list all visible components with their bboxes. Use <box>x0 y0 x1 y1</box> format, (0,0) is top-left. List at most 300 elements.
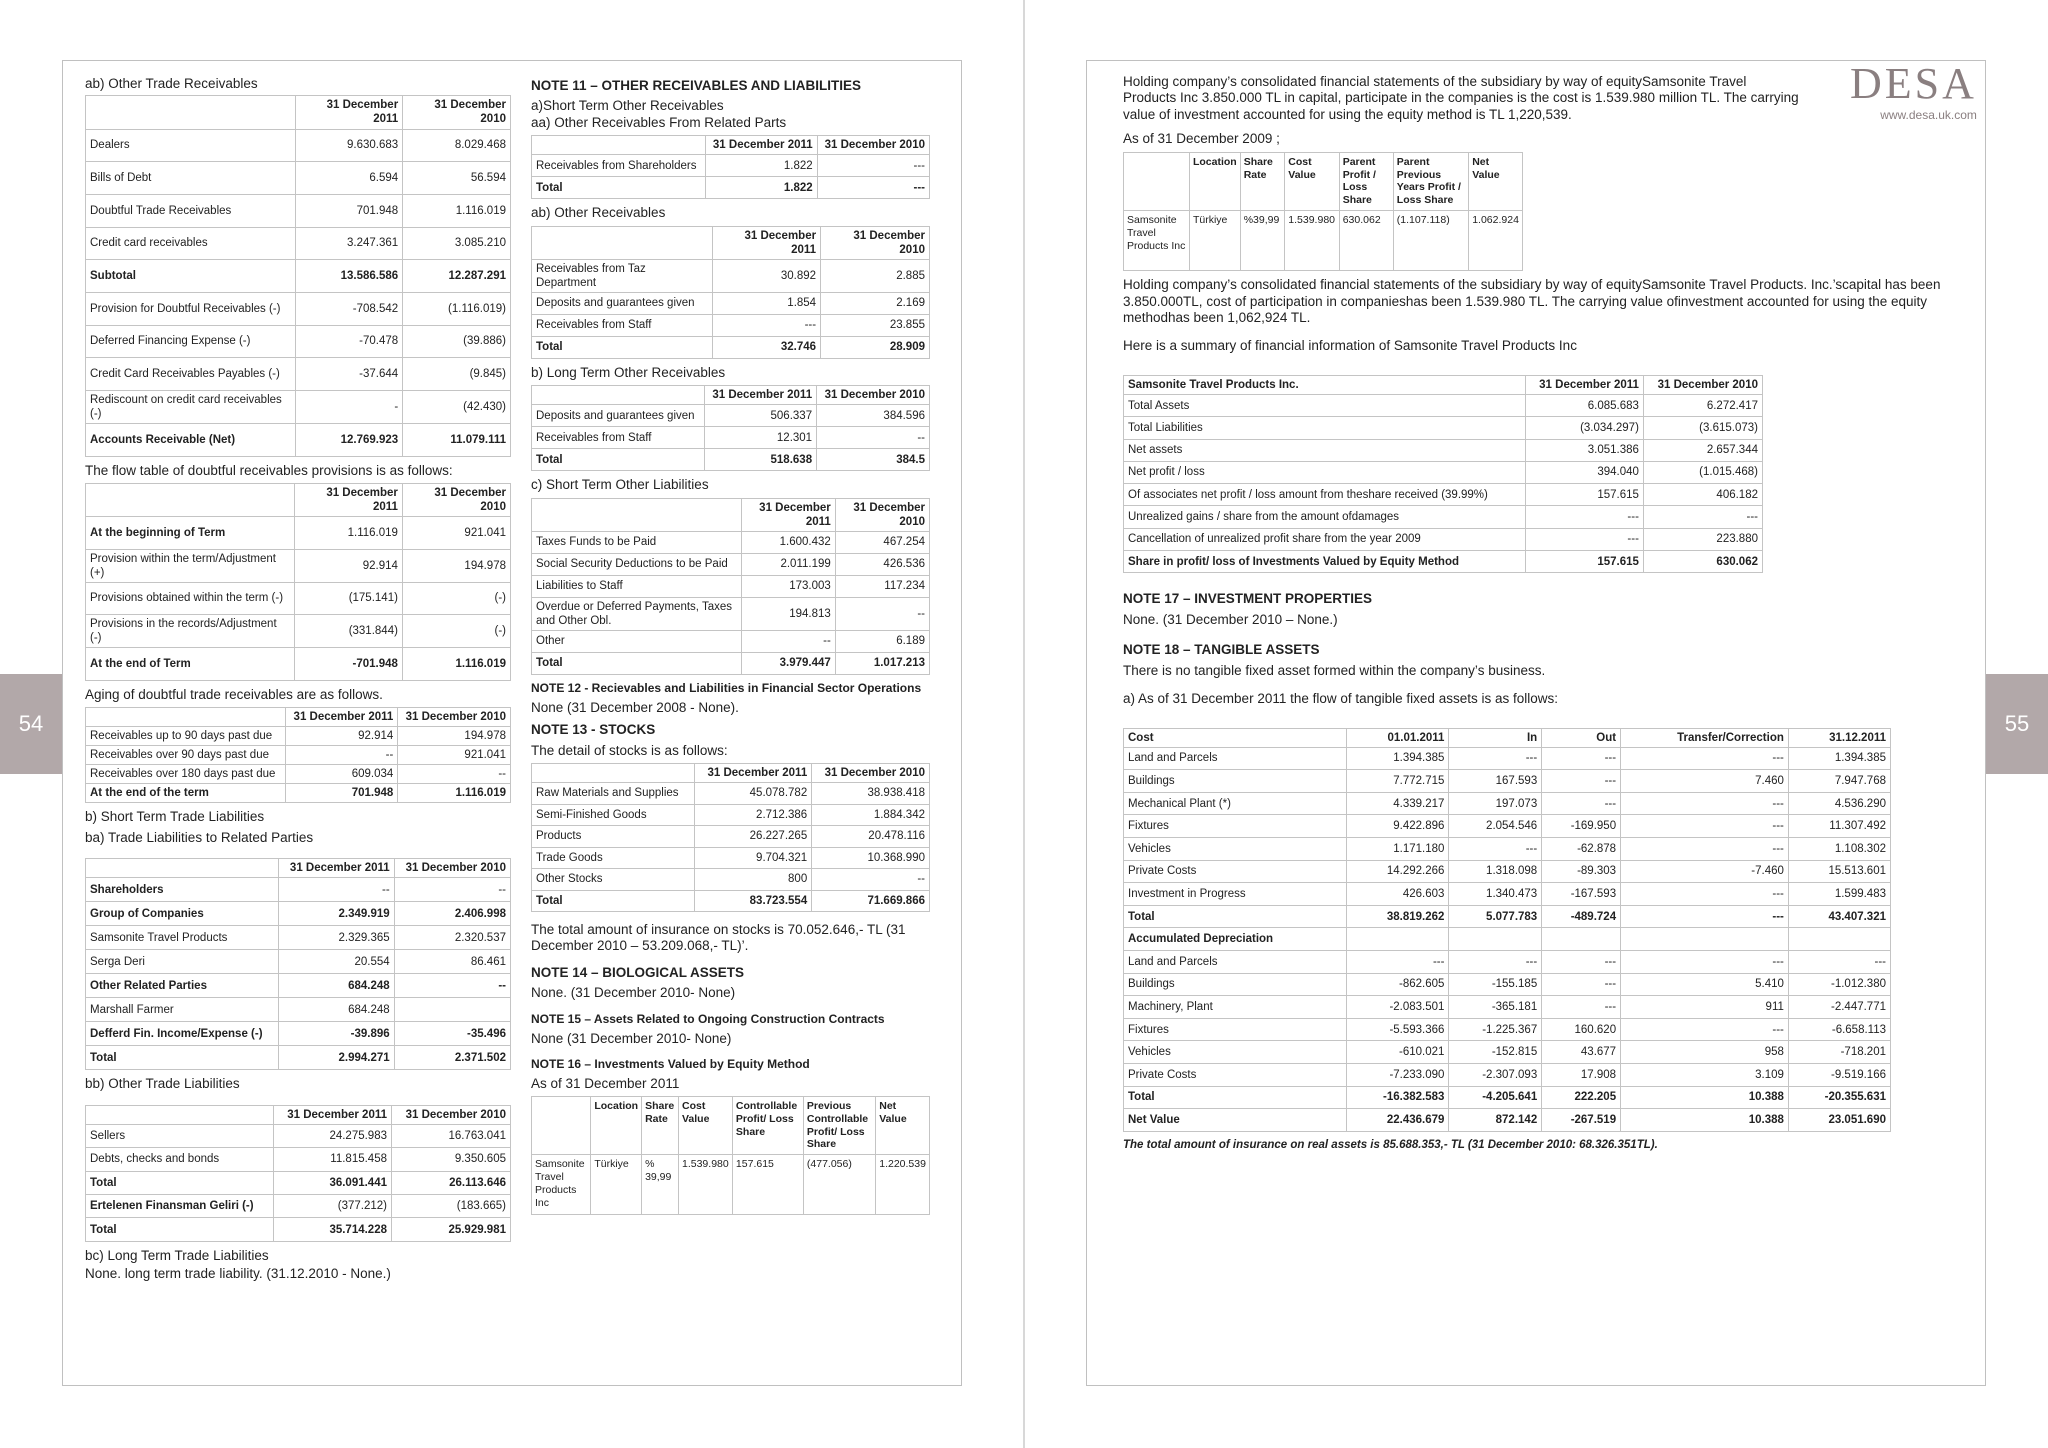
value-2011: 1.600.432 <box>742 531 836 553</box>
column-header: Net Value <box>1469 152 1523 210</box>
value-2010: (-) <box>402 615 510 648</box>
value-2011: --- <box>1525 528 1643 550</box>
value-2011: 32.746 <box>712 336 820 358</box>
column-header: Location <box>1189 152 1240 210</box>
table-cell <box>1449 928 1542 951</box>
column-header: Previous Controllable Profit/ Loss Share <box>803 1097 875 1155</box>
value-2010: --- <box>817 155 929 177</box>
value-2011: - <box>296 391 403 424</box>
table-cell: --- <box>1449 747 1542 770</box>
row-label: Raw Materials and Supplies <box>532 783 695 805</box>
table-cell: 1.599.483 <box>1788 883 1890 906</box>
value-2011: 24.275.983 <box>273 1124 391 1147</box>
table-cell: --- <box>1449 838 1542 861</box>
table-cell: 23.051.690 <box>1788 1109 1890 1132</box>
table-cell: 10.388 <box>1621 1086 1789 1109</box>
page-number-right: 55 <box>1986 674 2048 774</box>
table-cell: -9.519.166 <box>1788 1064 1890 1087</box>
value-2011: (175.141) <box>295 582 402 615</box>
value-2011: --- <box>1525 506 1643 528</box>
table-cell: 1.318.098 <box>1449 860 1542 883</box>
column-header: Cost Value <box>679 1097 733 1155</box>
row-label: Receivables over 180 days past due <box>86 765 286 784</box>
row-label: Receivables over 90 days past due <box>86 746 286 765</box>
table-row <box>86 227 511 260</box>
table-cell: 14.292.266 <box>1347 860 1449 883</box>
value-2011: -70.478 <box>296 325 403 358</box>
row-label: Provisions in the records/Adjustment (-) <box>86 615 295 648</box>
row-label: Shareholders <box>86 878 279 902</box>
table-cell: % 39,99 <box>642 1155 679 1215</box>
table-cell: 958 <box>1621 1041 1789 1064</box>
table-cell: --- <box>1542 973 1621 996</box>
table-row <box>86 1218 511 1241</box>
value-2010: 467.254 <box>835 531 929 553</box>
row-label: Total <box>86 1218 274 1241</box>
column-header: Cost <box>1124 728 1347 747</box>
table-cell: -7.460 <box>1621 860 1789 883</box>
value-2011: 6.085.683 <box>1525 394 1643 416</box>
note-heading: NOTE 13 - STOCKS <box>531 722 656 738</box>
value-2010: --- <box>1643 506 1762 528</box>
table-row <box>86 260 511 293</box>
table-row <box>532 259 930 292</box>
table-tangible-assets <box>1123 728 1891 1132</box>
table-row <box>86 129 511 162</box>
table-other-receivables: 31 December 2011 31 December 2010 Receivables from Taz Department 30.892 2.885 Deposits and guarantees given 1.854 2.169 Receivables from Staff --- 23.855 Total 32.746 28.909 <box>531 226 930 359</box>
value-2010: 26.113.646 <box>392 1171 511 1194</box>
value-2011: 157.615 <box>1525 551 1643 573</box>
table-cell: %39,99 <box>1240 211 1285 271</box>
row-label: Deposits and guarantees given <box>532 292 713 314</box>
table-cell: --- <box>1542 747 1621 770</box>
row-label: Accounts Receivable (Net) <box>86 424 296 457</box>
table-cell: 1.062.924 <box>1469 211 1523 271</box>
table-cell: 43.407.321 <box>1788 905 1890 928</box>
value-2011: -- <box>279 878 395 902</box>
value-2010: 28.909 <box>821 336 930 358</box>
table-cell: --- <box>1542 792 1621 815</box>
table-cell: 197.073 <box>1449 792 1542 815</box>
value-2011: 12.769.923 <box>296 424 403 457</box>
table-cell: 3.109 <box>1621 1064 1789 1087</box>
value-2010: (3.615.073) <box>1643 417 1762 439</box>
table-cell: 630.062 <box>1339 211 1393 271</box>
table-row <box>532 336 930 358</box>
table-other-receivables-related: 31 December 2011 31 December 2010 Receivables from Shareholders 1.822 --- Total 1.822 --- <box>531 135 930 199</box>
note-heading: NOTE 16 – Investments Valued by Equity Method <box>531 1056 810 1071</box>
table-cell: 43.677 <box>1542 1041 1621 1064</box>
paragraph: Here is a summary of financial information of Samsonite Travel Products Inc <box>1123 338 1577 354</box>
column-header: 31.12.2011 <box>1788 728 1890 747</box>
value-2010: 223.880 <box>1643 528 1762 550</box>
table-cell: -267.519 <box>1542 1109 1621 1132</box>
table-row <box>1124 461 1763 483</box>
table-row <box>1124 815 1891 838</box>
row-label: Social Security Deductions to be Paid <box>532 553 742 575</box>
table-cell: Türkiye <box>591 1155 642 1215</box>
table-cell: -2.307.093 <box>1449 1064 1542 1087</box>
value-2010: 25.929.981 <box>392 1218 511 1241</box>
row-label: Serga Deri <box>86 950 279 974</box>
note-heading: NOTE 14 – BIOLOGICAL ASSETS <box>531 964 745 980</box>
table-cell: 872.142 <box>1449 1109 1542 1132</box>
table-cell: -152.815 <box>1449 1041 1542 1064</box>
column-header <box>532 1097 591 1155</box>
value-2011: 394.040 <box>1525 461 1643 483</box>
row-label: Taxes Funds to be Paid <box>532 531 742 553</box>
row-label: Doubtful Trade Receivables <box>86 194 296 227</box>
value-2010: -35.496 <box>394 1022 510 1046</box>
table-cell: -365.181 <box>1449 996 1542 1019</box>
table-cell <box>1621 928 1789 951</box>
table-cell: 1.394.385 <box>1788 747 1890 770</box>
row-label: Net Value <box>1124 1109 1347 1132</box>
value-2011: 684.248 <box>279 974 395 998</box>
paragraph: As of 31 December 2009 ; <box>1123 131 1280 147</box>
value-2011: 2.994.271 <box>279 1046 395 1070</box>
table-row <box>86 358 511 391</box>
value-2011: 194.813 <box>742 597 836 630</box>
table-cell: --- <box>1542 770 1621 793</box>
row-label: Land and Parcels <box>1124 747 1347 770</box>
value-2010: 3.085.210 <box>403 227 511 260</box>
row-label: Total <box>532 890 695 912</box>
table-row <box>1124 551 1763 573</box>
table-row <box>532 427 930 449</box>
table-cell: --- <box>1788 951 1890 974</box>
table-row <box>1124 506 1763 528</box>
column-header: Cost Value <box>1285 152 1339 210</box>
value-2010: 86.461 <box>394 950 510 974</box>
row-label: Provision for Doubtful Receivables (-) <box>86 292 296 325</box>
row-label: Products <box>532 826 695 848</box>
value-2011: 13.586.586 <box>296 260 403 293</box>
table-row <box>1124 1041 1891 1064</box>
value-2010: 921.041 <box>398 746 511 765</box>
row-label: Receivables from Taz Department <box>532 259 713 292</box>
value-2010: 406.182 <box>1643 484 1762 506</box>
paragraph: Holding company’s consolidated financial statements of the subsidiary by way of equitySamsonite Travel Products Inc 3.850.000 TL in capital, participate in the companies is the cost is 1.539.980 million TL. The carrying value of investment accounted for using the equity method is TL 1,220,539. <box>1123 74 1799 122</box>
row-label: Samsonite Travel Products <box>86 926 279 950</box>
table-row <box>1124 792 1891 815</box>
row-label: At the end of the term <box>86 784 286 803</box>
row-label: Rediscount on credit card receivables (-) <box>86 391 296 424</box>
row-label: Provision within the term/Adjustment (+) <box>86 549 295 582</box>
value-2010: 16.763.041 <box>392 1124 511 1147</box>
value-2010: 10.368.990 <box>812 847 930 869</box>
table-cell: --- <box>1542 951 1621 974</box>
table-row <box>532 1155 930 1215</box>
table-row <box>86 765 511 784</box>
table-cell: 7.947.768 <box>1788 770 1890 793</box>
table-cell: --- <box>1621 815 1789 838</box>
table-cell: -2.447.771 <box>1788 996 1890 1019</box>
value-2011: -- <box>286 746 398 765</box>
row-label: Group of Companies <box>86 902 279 926</box>
value-2011: 701.948 <box>296 194 403 227</box>
table-row <box>86 1148 511 1171</box>
section-heading: b) Short Term Trade Liabilities <box>85 809 265 825</box>
value-2011: 1.822 <box>706 155 818 177</box>
row-label: Receivables from Staff <box>532 314 713 336</box>
row-label: Deposits and guarantees given <box>532 405 705 427</box>
row-label: Provisions obtained within the term (-) <box>86 582 295 615</box>
table-cell: 1.394.385 <box>1347 747 1449 770</box>
row-label: Net profit / loss <box>1124 461 1526 483</box>
value-2011: (3.034.297) <box>1525 417 1643 439</box>
value-2011: 9.704.321 <box>695 847 812 869</box>
value-2011: 6.594 <box>296 162 403 195</box>
table-other-trade-liabilities: 31 December 2011 31 December 2010 Sellers 24.275.983 16.763.041 Debts, checks and bonds 11.815.458 9.350.605 Total 36.091.441 26.113.646 Ertelenen Finansman Geliri (-) (377.212) (183.665) Total 35.714.228 25.929.981 <box>85 1105 511 1242</box>
value-2011: -37.644 <box>296 358 403 391</box>
brand-wordmark: DESA <box>1850 59 1977 108</box>
table-row <box>532 575 930 597</box>
table-row <box>1124 1018 1891 1041</box>
value-2011: 701.948 <box>286 784 398 803</box>
value-2011: 1.116.019 <box>295 517 402 550</box>
section-heading: bc) Long Term Trade Liabilities <box>85 1247 269 1263</box>
value-2010: 426.536 <box>835 553 929 575</box>
table-header-row <box>1124 728 1891 747</box>
paragraph: As of 31 December 2011 <box>531 1075 680 1091</box>
row-label: Overdue or Deferred Payments, Taxes and Other Obl. <box>532 597 742 630</box>
value-2010: (-) <box>402 582 510 615</box>
value-2010: 630.062 <box>1643 551 1762 573</box>
table-cell: --- <box>1621 951 1789 974</box>
table-cell: 911 <box>1621 996 1789 1019</box>
table-row <box>86 391 511 424</box>
section-heading: c) Short Term Other Liabilities <box>531 477 709 493</box>
table-cell: --- <box>1449 951 1542 974</box>
paragraph: None. (31 December 2010 – None.) <box>1123 611 1338 627</box>
table-cell <box>1347 928 1449 951</box>
table-cell: -155.185 <box>1449 973 1542 996</box>
table-row <box>86 1124 511 1147</box>
row-label: Receivables from Shareholders <box>532 155 706 177</box>
paragraph: None (31 December 2010- None) <box>531 1030 732 1046</box>
value-2011: 2.712.386 <box>695 804 812 826</box>
value-2011: 3.247.361 <box>296 227 403 260</box>
table-row <box>1124 1086 1891 1109</box>
value-2010: -- <box>394 878 510 902</box>
table-cell <box>1542 928 1621 951</box>
table-row <box>1124 838 1891 861</box>
table-cell: -1.012.380 <box>1788 973 1890 996</box>
value-2010: -- <box>394 974 510 998</box>
value-2011: 3.051.386 <box>1525 439 1643 461</box>
left-page-column-2 <box>531 72 930 1221</box>
table-cell: 222.205 <box>1542 1086 1621 1109</box>
row-label: Total <box>532 652 742 674</box>
value-2011: --- <box>712 314 820 336</box>
value-2010: 23.855 <box>821 314 930 336</box>
value-2011: 2.329.365 <box>279 926 395 950</box>
value-2011: 2.349.919 <box>279 902 395 926</box>
table-row <box>532 553 930 575</box>
table-cell: 10.388 <box>1621 1109 1789 1132</box>
value-2010: -- <box>812 869 930 891</box>
value-2010: 1.116.019 <box>403 194 511 227</box>
table-cell: 2.054.546 <box>1449 815 1542 838</box>
table-row <box>1124 1064 1891 1087</box>
table-row <box>86 998 511 1022</box>
table-row <box>86 1022 511 1046</box>
value-2010: 1.116.019 <box>402 648 510 681</box>
table-cell: -2.083.501 <box>1347 996 1449 1019</box>
row-label: Marshall Farmer <box>86 998 279 1022</box>
table-cell: 1.539.980 <box>679 1155 733 1215</box>
value-2011: 1.854 <box>712 292 820 314</box>
table-other-trade-receivables: 31 December 2011 31 December 2010 Dealers 9.630.683 8.029.468 Bills of Debt 6.594 56.594 Doubtful Trade Receivables 701.948 1.116.019 Credit card receivables 3.247.361 3.085.210 Subtotal 13.586.586 12.287.291 Provision for Doubtful Receivables (-) -708.542 (1.116.019) Deferred Financing Expense (-) -70.478 (39.886) Credit Card Receivables Payables (-) -37.644 (9.845) Rediscount on credit card receivables (-) - (42.430) Accounts Receivable (Net) 12.769.923 11.079.111 <box>85 95 511 456</box>
row-label: Dealers <box>86 129 296 162</box>
table-cell: 1.539.980 <box>1285 211 1339 271</box>
table-cell: --- <box>1621 838 1789 861</box>
row-label: Total <box>532 449 705 471</box>
row-label: Credit card receivables <box>86 227 296 260</box>
table-cell <box>1788 928 1890 951</box>
value-2010: (9.845) <box>403 358 511 391</box>
value-2011: 11.815.458 <box>273 1148 391 1171</box>
note-heading: NOTE 11 – OTHER RECEIVABLES AND LIABILITIES <box>531 78 862 93</box>
table-equity-investment-2009 <box>1123 152 1523 271</box>
value-2010: -- <box>398 765 511 784</box>
table-row <box>86 878 511 902</box>
table-stocks: 31 December 2011 31 December 2010 Raw Materials and Supplies 45.078.782 38.938.418 Semi-Finished Goods 2.712.386 1.884.342 Products 26.227.265 20.478.116 Trade Goods 9.704.321 10.368.990 Other Stocks 800 -- Total 83.723.554 71.669.866 <box>531 763 930 912</box>
note-heading: NOTE 17 – INVESTMENT PROPERTIES <box>1123 591 1373 607</box>
table-row <box>86 1046 511 1070</box>
row-label: At the end of Term <box>86 648 295 681</box>
value-2011: 1.822 <box>706 177 818 199</box>
table-cell: -1.225.367 <box>1449 1018 1542 1041</box>
row-label: Buildings <box>1124 973 1347 996</box>
table-cell: -862.605 <box>1347 973 1449 996</box>
value-2010: 2.657.344 <box>1643 439 1762 461</box>
value-2010: 2.885 <box>821 259 930 292</box>
table-row <box>1124 417 1763 439</box>
table-cell: 7.772.715 <box>1347 770 1449 793</box>
table-cell: -4.205.641 <box>1449 1086 1542 1109</box>
row-label: At the beginning of Term <box>86 517 295 550</box>
value-2010: 20.478.116 <box>812 826 930 848</box>
row-label: Debts, checks and bonds <box>86 1148 274 1171</box>
table-samsonite-summary: Samsonite Travel Products Inc. 31 December 2011 31 December 2010 Total Assets 6.085.683 6.272.417 Total Liabilities (3.034.297) (3.615.073) Net assets 3.051.386 2.657.344 Net profit / loss 394.040 (1.015.468) Of associates net profit / loss amount from theshare received (39.99%) 157.615 406.182 Unrealized gains / share from the amount ofdamages --- --- Cancellation of unrealized profit share from the year 2009 --- 223.880 Share in profit/ loss of Investments Valued by Equity Method 157.615 630.062 <box>1123 375 1763 573</box>
table-cell: -7.233.090 <box>1347 1064 1449 1087</box>
table-cell: --- <box>1621 1018 1789 1041</box>
table-cell: 1.220.539 <box>876 1155 930 1215</box>
table-cell: 38.819.262 <box>1347 905 1449 928</box>
table-cell: 5.077.783 <box>1449 905 1542 928</box>
table-cell: 9.422.896 <box>1347 815 1449 838</box>
table-row <box>86 784 511 803</box>
table-row <box>1124 905 1891 928</box>
table-cell: (477.056) <box>803 1155 875 1215</box>
row-label: Private Costs <box>1124 1064 1347 1087</box>
table-cell: --- <box>1347 951 1449 974</box>
table-cell: 15.513.601 <box>1788 860 1890 883</box>
table-row <box>1124 770 1891 793</box>
paragraph: The flow table of doubtful receivables provisions is as follows: <box>85 462 453 478</box>
value-2011: 12.301 <box>704 427 816 449</box>
table-cell: -167.593 <box>1542 883 1621 906</box>
row-label: Accumulated Depreciation <box>1124 928 1347 951</box>
table-cell: -89.303 <box>1542 860 1621 883</box>
table-row <box>86 974 511 998</box>
value-2010: 1.017.213 <box>835 652 929 674</box>
value-2010: 384.596 <box>817 405 930 427</box>
table-row <box>1124 973 1891 996</box>
row-label: Land and Parcels <box>1124 951 1347 974</box>
value-2011: (331.844) <box>295 615 402 648</box>
note-heading: NOTE 18 – TANGIBLE ASSETS <box>1123 642 1320 658</box>
table-short-term-other-liabilities: 31 December 2011 31 December 2010 Taxes Funds to be Paid 1.600.432 467.254 Social Security Deductions to be Paid 2.011.199 426.536 Liabilities to Staff 173.003 117.234 Overdue or Deferred Payments, Taxes and Other Obl. 194.813 -- Other -- 6.189 Total 3.979.447 1.017.213 <box>531 498 930 675</box>
value-2010: -- <box>817 427 930 449</box>
table-row <box>532 652 930 674</box>
page-number-left: 54 <box>0 674 62 774</box>
value-2011: 157.615 <box>1525 484 1643 506</box>
row-label: Unrealized gains / share from the amount ofdamages <box>1124 506 1526 528</box>
table-cell: 1.171.180 <box>1347 838 1449 861</box>
table-row <box>1124 928 1891 951</box>
value-2011: -708.542 <box>296 292 403 325</box>
value-2011: 36.091.441 <box>273 1171 391 1194</box>
value-2010: 921.041 <box>402 517 510 550</box>
section-heading: aa) Other Receivables From Related Parts <box>531 114 787 130</box>
value-2010: (183.665) <box>392 1194 511 1217</box>
paragraph: None. (31 December 2010- None) <box>531 985 736 1001</box>
left-page-column-1 <box>85 72 511 1287</box>
value-2011: 45.078.782 <box>695 783 812 805</box>
table-cell: 157.615 <box>732 1155 803 1215</box>
table-row <box>532 405 930 427</box>
table-row <box>86 648 511 681</box>
row-label: Receivables up to 90 days past due <box>86 727 286 746</box>
row-label: Liabilities to Staff <box>532 575 742 597</box>
value-2011: 173.003 <box>742 575 836 597</box>
column-header: Share Rate <box>642 1097 679 1155</box>
row-label: Total <box>532 177 706 199</box>
table-row <box>532 292 930 314</box>
value-2010 <box>394 998 510 1022</box>
table-row <box>532 155 930 177</box>
row-label: Total Assets <box>1124 394 1526 416</box>
row-label: Buildings <box>1124 770 1347 793</box>
table-row <box>1124 152 1523 210</box>
value-2010: 1.116.019 <box>398 784 511 803</box>
value-2011: 26.227.265 <box>695 826 812 848</box>
table-cell: -16.382.583 <box>1347 1086 1449 1109</box>
value-2010: 2.406.998 <box>394 902 510 926</box>
value-2010: 71.669.866 <box>812 890 930 912</box>
column-header: In <box>1449 728 1542 747</box>
value-2011: -701.948 <box>295 648 402 681</box>
table-row <box>86 292 511 325</box>
column-header: Transfer/Correction <box>1621 728 1789 747</box>
table-row <box>532 869 930 891</box>
value-2011: 35.714.228 <box>273 1218 391 1241</box>
table-cell: Samsonite Travel Products Inc <box>1124 211 1190 271</box>
row-label: Total <box>1124 1086 1347 1109</box>
value-2011: 20.554 <box>279 950 395 974</box>
section-heading: a)Short Term Other Receivables <box>531 98 724 114</box>
table-row <box>532 783 930 805</box>
row-label: Fixtures <box>1124 1018 1347 1041</box>
table-row <box>1124 528 1763 550</box>
table-row <box>532 314 930 336</box>
paragraph: There is no tangible fixed asset formed within the company’s business. <box>1123 662 1546 678</box>
value-2010: 8.029.468 <box>403 129 511 162</box>
table-row <box>532 449 930 471</box>
